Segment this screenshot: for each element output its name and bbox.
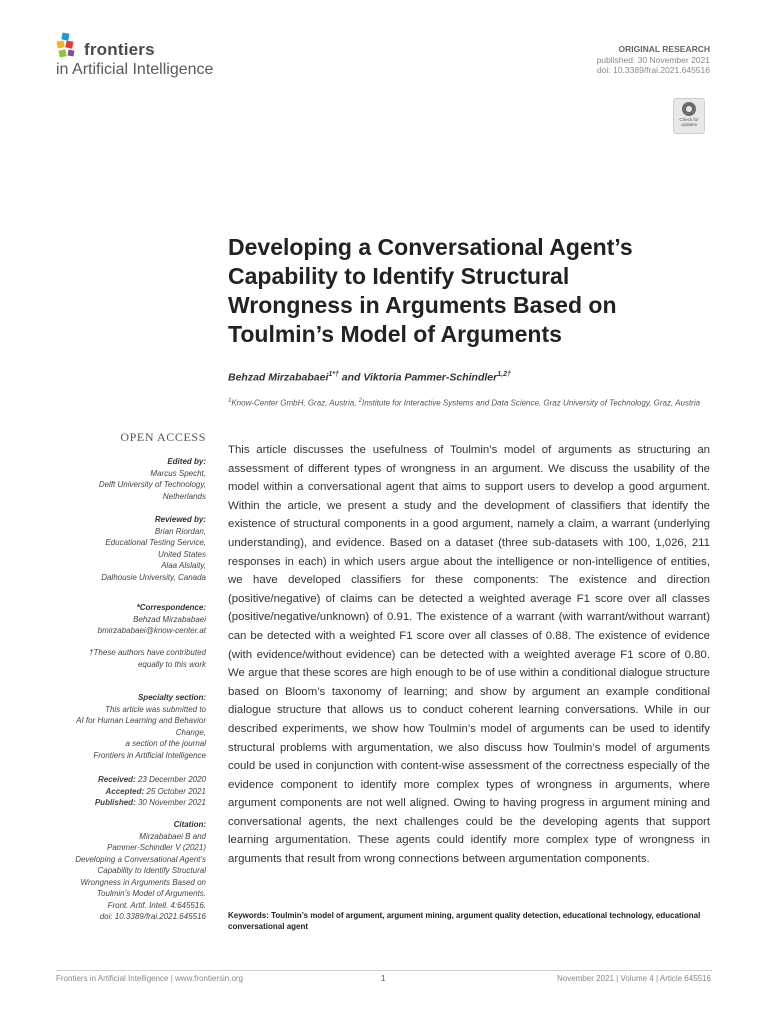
correspondence-block [6, 602, 206, 637]
dates-block [6, 774, 206, 809]
citation-line: Capability to Identify Structural [97, 866, 206, 875]
affiliations [228, 395, 713, 410]
reviewer-affiliation: Educational Testing Service, [105, 538, 206, 547]
published-line [6, 797, 206, 809]
check-for-updates-icon [682, 102, 696, 116]
specialty-section-label: Specialty section: [137, 693, 206, 702]
affiliation-marker: 1 [228, 398, 232, 404]
accepted-date: 25 October 2021 [144, 786, 206, 796]
specialty-line: Change, [175, 727, 206, 737]
received-date: 23 December 2020 [135, 775, 206, 784]
footer-divider [56, 970, 712, 971]
reviewed-by-label: Reviewed by: [154, 515, 206, 524]
specialty-line: a section of the journal [125, 739, 206, 748]
article-title: Developing a Conversational Agent’s Capability to Identify Structural Wrongness in Arguments Based on Toulmin’s Model of Arguments [228, 234, 633, 347]
published-label: Published: [94, 798, 136, 807]
editor-affiliation: Netherlands [162, 491, 206, 501]
citation-label: Citation: [173, 820, 206, 829]
received-line [6, 774, 206, 786]
citation-line[interactable]: doi: 10.3389/frai.2021.645516 [99, 912, 206, 921]
affiliation-text: Know-Center GmbH, Graz, Austria, [231, 398, 359, 408]
citation-line: Developing a Conversational Agent’s [75, 854, 206, 864]
specialty-line: AI for Human Learning and Behavior [76, 716, 206, 725]
footer-issue-info: November 2021 | Volume 4 | Article 645516 [556, 974, 711, 983]
citation-line: Pammer-Schindler V (2021) [106, 843, 206, 852]
specialty-section-block [6, 692, 206, 761]
contribution-line: †These authors have contributed [89, 648, 206, 657]
affiliation-marker: 2 [358, 398, 362, 404]
published-date: published: 30 November 2021 [596, 54, 710, 65]
citation-line: Toulmin’s Model of Arguments. [96, 889, 206, 898]
badge-line1: Check for [679, 117, 699, 122]
author-affiliation-marker: 1,2† [497, 371, 511, 378]
received-label: Received: [97, 775, 136, 784]
specialty-line: Frontiers in Artificial Intelligence [93, 750, 206, 760]
article-doi[interactable]: doi: 10.3389/frai.2021.645516 [597, 65, 710, 75]
citation-block [6, 819, 206, 923]
reviewer-affiliation: Dalhousie University, Canada [101, 572, 206, 582]
published-date: 30 November 2021 [135, 798, 206, 807]
keywords-label: Keywords: [228, 911, 269, 920]
edited-by-block [6, 456, 206, 502]
article-type: ORIGINAL RESEARCH [618, 44, 710, 54]
keywords-list: Toulmin’s model of argument, argument mining, argument quality detection, educational technology, educational conversational agent [228, 911, 703, 931]
correspondence-email[interactable]: bmirzababaei@know-center.at [97, 626, 206, 635]
contribution-note [6, 647, 206, 670]
accepted-line [6, 786, 206, 798]
editor-affiliation: Delft University of Technology, [98, 480, 206, 489]
frontiers-logo-icon [56, 32, 82, 60]
open-access-label: OPEN ACCESS [120, 430, 206, 444]
abstract-text: This article discusses the usefulness of Toulmin’s model of arguments as structuring an assessment of different types of wrongness in an argument. We discuss the usability of the model within a conversational agent that aims to support users to develop a good argument. Within the article, we present a study and the development of classifiers that identify the existence of structural components in a good argument, namely a claim, a warrant (underlying understanding), and evidence. Based on a dataset (three sub-datasets with 100, 1,026, 211 responses in each) in which users argue about the intelligence or non-intelligence of entities, we have developed classifiers for these components: The existence and direction (positive/negative) of claims can be detected a weighted average F1 score over all classes (positive/negative/unknown) of 0.91. The existence of a warrant (with warrant/without warrant) can be detected with a weighted F1 score over all classes of 0.88. The existence of evidence (with evidence/without evidence) can be detected with a weighted average F1 score of 0.80. We argue that these scores are high enough to be of use within a conditional dialogue structure based on Bloom’s taxonomy of learning; and show by argument an example conditional dialogue structure that allows us to conduct coherent learning conversations. While in our described experiments, we show how Toulmin’s model of arguments can be used to identify structural problems with argumentation, we also discuss how Toulmin’s model of arguments could be used in conjunction with content-wise assessment of the correctness especially of the evidence component to identify more complex types of wrongness in arguments, where argument components are not well aligned. Owing to having progress in argument mining and conversational agents, the next challenges could be the developing agents that support learning argumentation. These agents could identify more complex type of wrongness in arguments that result from wrong connections between argumentation components. [228, 444, 710, 866]
page-number: 1 [381, 974, 386, 983]
keywords [228, 910, 713, 932]
author-name[interactable]: Behzad Mirzababaei [228, 371, 329, 384]
reviewer-name: Brian Riordan, [154, 526, 206, 536]
check-for-updates-badge[interactable] [673, 98, 705, 134]
author-name[interactable]: Viktoria Pammer-Schindler [363, 371, 498, 384]
citation-line: Wrongness in Arguments Based on [80, 877, 206, 887]
contribution-line: equally to this work [137, 659, 206, 669]
edited-by-label: Edited by: [167, 457, 206, 466]
correspondence-label: *Correspondence: [136, 603, 206, 612]
accepted-label: Accepted: [105, 786, 145, 796]
correspondence-name: Behzad Mirzababaei [133, 614, 206, 624]
citation-line: Mirzababaei B and [139, 831, 206, 841]
article-meta [597, 44, 710, 76]
citation-line: Front. Artif. Intell. 4:645516. [107, 900, 206, 910]
author-list [228, 371, 511, 384]
reviewer-affiliation: United States [157, 549, 206, 559]
author-separator: and [338, 371, 364, 384]
reviewer-name: Alaa Alslaity, [161, 561, 206, 570]
footer-journal-link[interactable]: Frontiers in Artificial Intelligence | www.frontiersin.org [56, 974, 244, 983]
author-affiliation-marker: 1*† [328, 371, 339, 378]
badge-line2: updates [680, 122, 697, 127]
editor-name: Marcus Specht, [150, 468, 206, 478]
affiliation-text: Institute for Interactive Systems and Data Science, Graz University of Technology, Graz, Austria [361, 398, 701, 408]
specialty-line: This article was submitted to [105, 704, 206, 714]
reviewed-by-block [6, 514, 206, 583]
brand-name: frontiers [84, 40, 155, 59]
journal-name: in Artificial Intelligence [56, 61, 214, 78]
